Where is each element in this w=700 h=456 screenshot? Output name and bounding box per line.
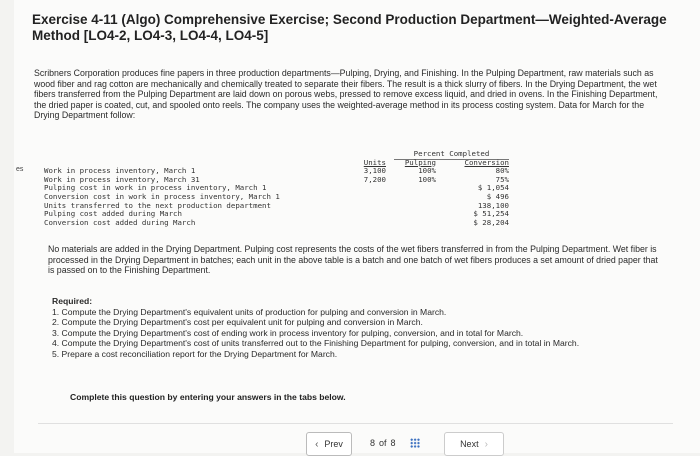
row-pulping: 100%	[418, 174, 436, 184]
required-item: 2. Compute the Drying Department's cost per equivalent unit for pulping and conversion in March.	[52, 317, 423, 327]
row-pulping: 100%	[418, 166, 436, 176]
prev-button[interactable]	[306, 432, 352, 456]
row-units: 3,100	[363, 166, 386, 176]
row-label: Pulping cost in work in process inventory, March 1	[44, 183, 267, 193]
required-section	[52, 296, 652, 359]
row-value: $ 28,204	[473, 217, 509, 227]
page-of: of	[379, 438, 387, 448]
required-heading: Required:	[52, 296, 93, 306]
row-label: Work in process inventory, March 31	[44, 174, 200, 184]
side-mark: es	[16, 166, 24, 173]
row-value: $ 51,254	[473, 209, 509, 219]
row-label: Work in process inventory, March 1	[44, 166, 196, 176]
exercise-title: Exercise 4-11 (Algo) Comprehensive Exercise; Second Production Department—Weighted-Average Method [LO4-2, LO4-3, LO4-4, LO4-5]	[32, 12, 667, 43]
row-value: $ 496	[486, 191, 509, 201]
complete-prompt: Complete this question by entering your answers in the tabs below.	[70, 392, 346, 402]
row-label: Units transferred to the next production department	[44, 200, 271, 210]
page-total: 8	[390, 438, 396, 448]
required-item: 1. Compute the Drying Department's equivalent units of production for pulping and conversion in March.	[52, 306, 447, 317]
header-pulping: Pulping	[404, 157, 436, 167]
row-value: $ 1,054	[477, 183, 509, 193]
chevron-left-icon: ‹	[315, 438, 319, 450]
row-label: Conversion cost in work in process inventory, March 1	[44, 191, 280, 201]
grid-icon[interactable]	[410, 438, 420, 448]
row-value: 138,100	[477, 200, 509, 210]
row-conversion: 75%	[495, 174, 509, 184]
next-label: Next	[460, 439, 479, 449]
required-item: 4. Compute the Drying Department's cost of units transferred out to the Finishing Department for pulping, conversion, and in total in March.	[52, 338, 580, 348]
required-item: 5. Prepare a cost reconciliation report for the Drying Department for March.	[52, 348, 338, 359]
row-conversion: 80%	[495, 166, 509, 176]
row-label: Pulping cost added during March	[44, 209, 182, 219]
page-indicator	[370, 432, 420, 454]
page-current: 8	[370, 438, 376, 448]
intro-paragraph: Scribners Corporation produces fine papers in three production departments—Pulping, Drying, and Finishing. In the Pulping Department, raw materials such as wood fiber and rag cotton are mechanically and chemically treated to separate their fibers. The result is a thick slurry of fibers. In the Drying Department, the wet fibers transferred from the Pulping Department are laid down on porous webs, pressed to remove excess liquid, and dried in ovens. In the Finishing Department, the dried paper is coated, cut, and spooled onto reels. The company uses the weighted-average method in its process costing system. Data for March for the Drying Department follow:	[34, 68, 658, 121]
required-item: 3. Compute the Drying Department's cost of ending work in process inventory for pulping, conversion, and in total for March.	[52, 327, 524, 338]
page	[14, 0, 700, 453]
divider	[38, 423, 673, 424]
row-label: Conversion cost added during March	[44, 217, 196, 227]
data-table	[44, 150, 514, 227]
next-button[interactable]	[444, 432, 504, 456]
prev-label: Prev	[324, 439, 343, 449]
note-paragraph: No materials are added in the Drying Department. Pulping cost represents the costs of the wet fibers transferred in from the Pulping Department. Wet fiber is processed in the Drying Department in batches; each unit in the above table is a batch and one batch of wet fibers produces a set amount of dried paper that is passed on to the Finishing Department.	[48, 244, 658, 276]
chevron-right-icon: ›	[484, 438, 488, 450]
header-percent-completed: Percent Completed	[394, 150, 509, 160]
row-units: 7,200	[363, 174, 386, 184]
header-units: Units	[363, 157, 386, 167]
table-row	[44, 219, 514, 228]
header-conversion: Conversion	[464, 157, 509, 167]
